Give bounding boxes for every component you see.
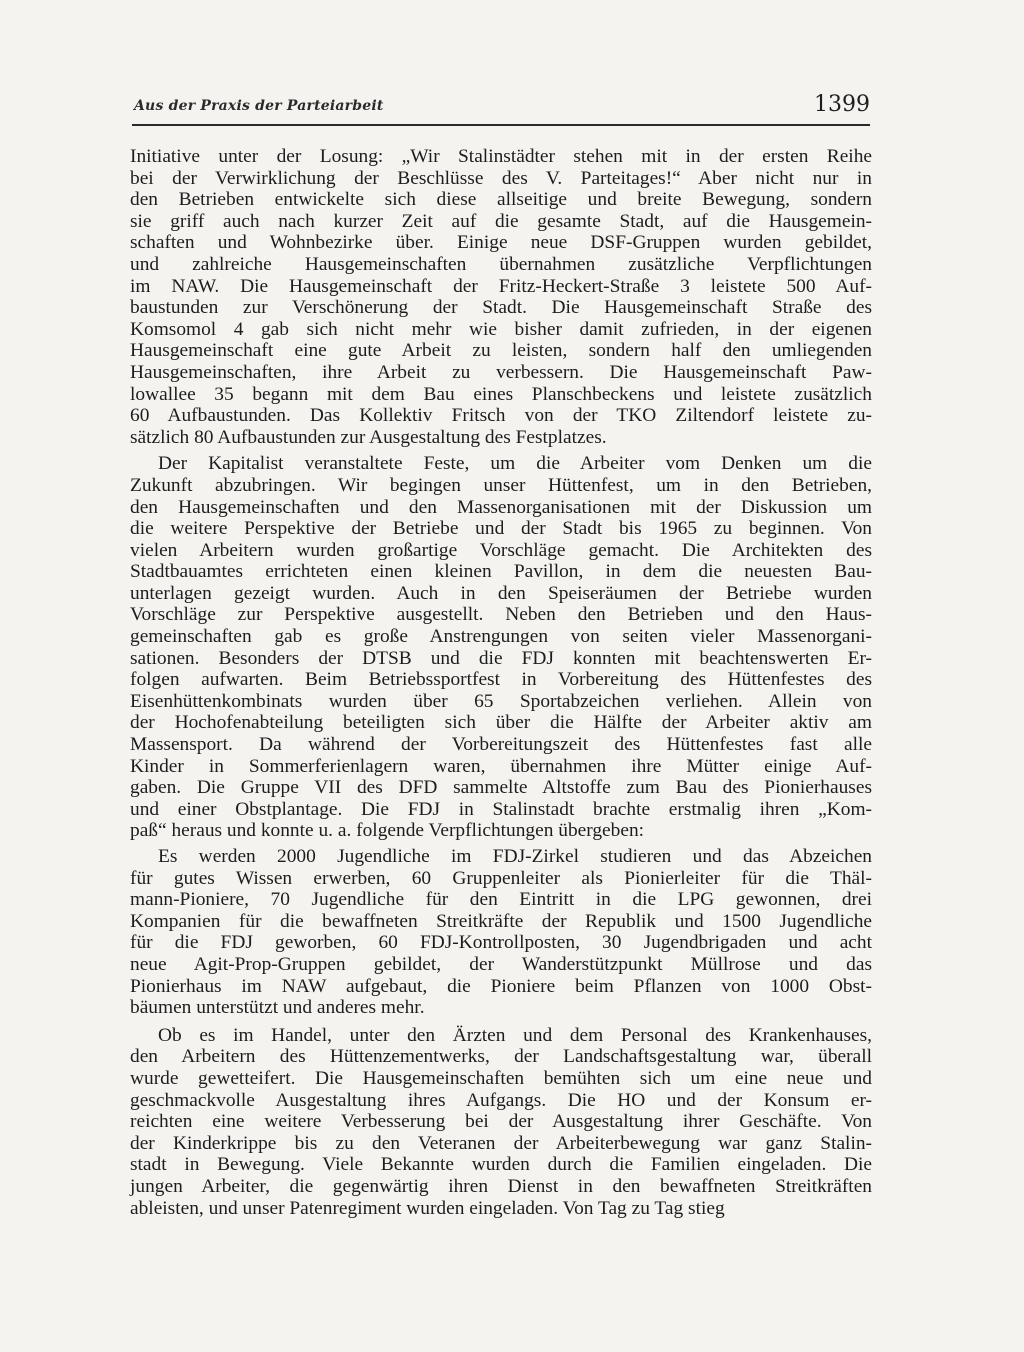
text-line: 60 Aufbaustunden. Das Kollektiv Fritsch von der TKO Ziltendorf leistete zu- <box>130 405 872 427</box>
text-line: den Hausgemeinschaften und den Massenorganisationen mit der Diskussion um <box>130 496 872 518</box>
text-line: Initiative unter der Losung: „Wir Stalinstädter stehen mit in der ersten Reihe <box>130 146 872 167</box>
text-line: jungen Arbeiter, die gegenwärtig ihren Dienst in den bewaffneten Streitkräften <box>130 1175 872 1197</box>
text-line: sie griff auch nach kurzer Zeit auf die gesamte Stadt, auf die Hausgemein- <box>130 210 872 232</box>
text-line: Massensport. Da während der Vorbereitungszeit des Hüttenfestes fast alle <box>130 734 872 756</box>
text-line: Hausgemeinschaft eine gute Arbeit zu leisten, sondern half den umliegenden <box>130 340 872 362</box>
body-text <box>130 146 872 1219</box>
text-line: paß“ heraus und konnte u. a. folgende Verpflichtungen übergeben: <box>130 820 645 842</box>
text-line: wurde gewetteifert. Die Hausgemeinschaften bemühten sich um eine neue und <box>130 1067 872 1089</box>
text-line: den Arbeitern des Hüttenzementwerks, der Landschaftsgestaltung war, überall <box>130 1046 872 1068</box>
text-line: der Hochofenabteilung beteiligten sich über die Hälfte der Arbeiter aktiv am <box>130 712 872 734</box>
running-header <box>132 92 870 120</box>
text-line: reichten eine weitere Verbesserung bei der Ausgestaltung ihrer Geschäfte. Von <box>130 1111 872 1133</box>
text-line: Kinder in Sommerferienlagern waren, übernahmen ihre Mütter einige Auf- <box>130 755 872 777</box>
text-line: mann-Pioniere, 70 Jugendliche für den Eintritt in die LPG gewonnen, drei <box>130 889 872 911</box>
text-line: sätzlich 80 Aufbaustunden zur Ausgestaltung des Festplatzes. <box>130 426 607 448</box>
text-line: stadt in Bewegung. Viele Bekannte wurden durch die Familien eingeladen. Die <box>130 1154 872 1176</box>
text-line: Zukunft abzubringen. Wir begingen unser Hüttenfest, um in den Betrieben, <box>130 474 872 496</box>
text-line: unterlagen gezeigt wurden. Auch in den Speiseräumen der Betriebe wurden <box>130 582 872 604</box>
text-line: lowallee 35 begann mit dem Bau eines Planschbeckens und leistete zusätzlich <box>130 383 872 405</box>
text-line: und zahlreiche Hausgemeinschaften übernahmen zusätzliche Verpflichtungen <box>130 253 872 275</box>
text-line: Kompanien für die bewaffneten Streitkräfte der Republik und 1500 Jugendliche <box>130 910 872 932</box>
text-line: ableisten, und unser Patenregiment wurden eingeladen. Von Tag zu Tag stieg <box>130 1197 725 1219</box>
paragraph <box>130 846 872 1019</box>
text-line: Es werden 2000 Jugendliche im FDJ-Zirkel studieren und das Abzeichen <box>158 846 872 867</box>
text-line: vielen Arbeitern wurden großartige Vorschläge gemacht. Die Architekten des <box>130 539 872 561</box>
text-line: sationen. Besonders der DTSB und die FDJ konnten mit beachtenswerten Er- <box>130 647 872 669</box>
text-line: Der Kapitalist veranstaltete Feste, um die Arbeiter vom Denken um die <box>158 453 872 475</box>
text-line: Komsomol 4 gab sich nicht mehr wie bisher damit zufrieden, in der eigenen <box>130 318 872 340</box>
text-line: Eisenhüttenkombinats wurden über 65 Sportabzeichen verliehen. Allein von <box>130 690 872 712</box>
text-line: folgen aufwarten. Beim Betriebssportfest in Vorbereitung des Hüttenfestes des <box>130 669 872 691</box>
text-line: bei der Verwirklichung der Beschlüsse des V. Parteitages!“ Aber nicht nur in <box>130 167 872 189</box>
text-line: den Betrieben entwickelte sich diese allseitige und breite Bewegung, sondern <box>130 189 872 211</box>
text-line: Vorschläge zur Perspektive ausgestellt. Neben den Betrieben und den Haus- <box>130 604 872 626</box>
text-line: gaben. Die Gruppe VII des DFD sammelte Altstoffe zum Bau des Pionierhauses <box>130 777 872 799</box>
text-line: gemeinschaften gab es große Anstrengungen von seiten vieler Massenorgani- <box>130 626 872 648</box>
text-line: geschmackvolle Ausgestaltung ihres Aufgangs. Die HO und der Konsum er- <box>130 1089 872 1111</box>
text-line: der Kinderkrippe bis zu den Veteranen der Arbeiterbewegung war ganz Stalin- <box>130 1132 872 1154</box>
text-line: baustunden zur Verschönerung der Stadt. Die Hausgemeinschaft Straße des <box>130 297 872 319</box>
paragraph <box>130 453 872 842</box>
paragraph <box>130 146 872 448</box>
text-line: Hausgemeinschaften, ihre Arbeit zu verbessern. Die Hausgemeinschaft Paw- <box>130 361 872 383</box>
page-number: 1399 <box>814 92 870 117</box>
header-rule <box>132 124 870 126</box>
text-line: bäumen unterstützt und anderes mehr. <box>130 997 425 1019</box>
text-line: schaften und Wohnbezirke über. Einige neue DSF-Gruppen wurden gebildet, <box>130 232 872 254</box>
running-head-title: Aus der Praxis der Parteiarbeit <box>134 98 384 114</box>
text-line: Pionierhaus im NAW aufgebaut, die Pioniere beim Pflanzen von 1000 Obst- <box>130 975 872 997</box>
text-line: neue Agit-Prop-Gruppen gebildet, der Wanderstützpunkt Müllrose und das <box>130 953 872 975</box>
text-line: im NAW. Die Hausgemeinschaft der Fritz-Heckert-Straße 3 leistete 500 Auf- <box>130 275 872 297</box>
text-line: die weitere Perspektive der Betriebe und der Stadt bis 1965 zu beginnen. Von <box>130 518 872 540</box>
paragraph <box>130 1025 872 1219</box>
text-line: für gutes Wissen erwerben, 60 Gruppenleiter als Pionierleiter für die Thäl- <box>130 867 872 889</box>
text-line: für die FDJ geworben, 60 FDJ-Kontrollposten, 30 Jugendbrigaden und acht <box>130 932 872 954</box>
text-line: und einer Obstplantage. Die FDJ in Stalinstadt brachte erstmalig ihren „Kom- <box>130 798 872 820</box>
text-line: Ob es im Handel, unter den Ärzten und dem Personal des Krankenhauses, <box>158 1024 872 1046</box>
text-line: Stadtbauamtes errichteten einen kleinen Pavillon, in dem die neuesten Bau- <box>130 561 872 583</box>
